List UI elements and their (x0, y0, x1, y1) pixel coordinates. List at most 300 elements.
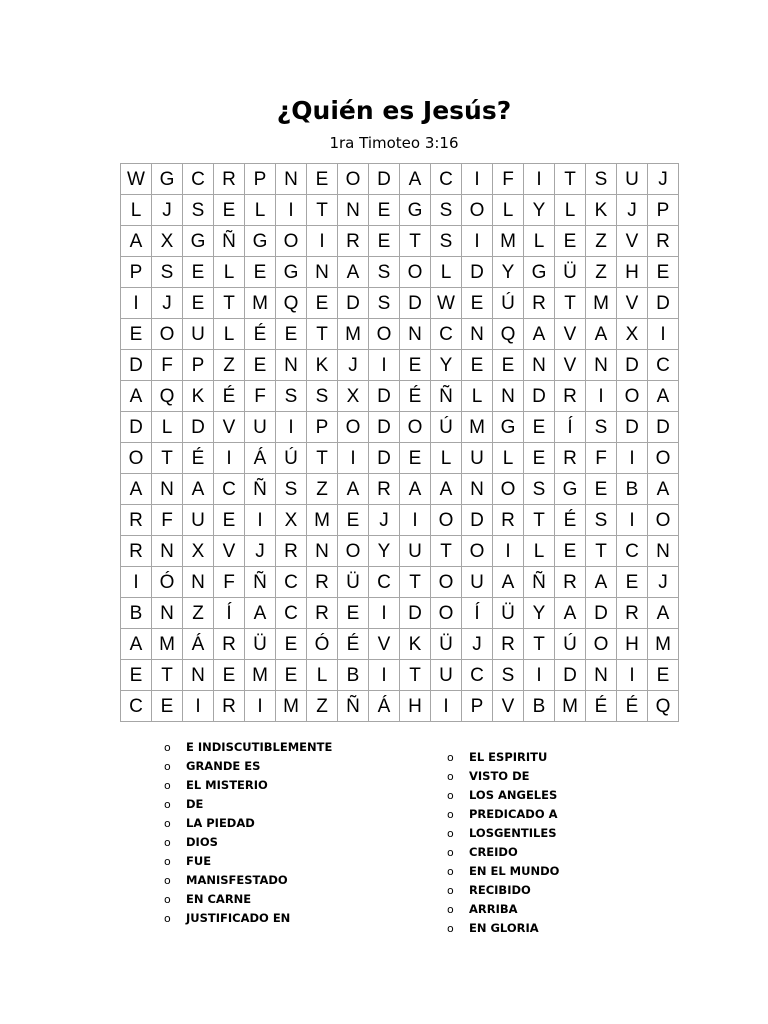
grid-cell: Z (586, 226, 617, 257)
word-list-item (164, 833, 332, 852)
grid-cell: P (648, 195, 679, 226)
grid-cell: B (617, 474, 648, 505)
grid-cell: N (524, 350, 555, 381)
grid-cell: N (152, 536, 183, 567)
grid-cell: H (400, 691, 431, 722)
grid-cell: Y (493, 257, 524, 288)
page-subtitle: 1ra Timoteo 3:16 (329, 134, 459, 152)
grid-cell: V (493, 691, 524, 722)
grid-cell: K (183, 381, 214, 412)
grid-cell: U (431, 660, 462, 691)
grid-cell: Ñ (245, 567, 276, 598)
circle-bullet-icon: o (164, 874, 171, 887)
grid-cell: N (400, 319, 431, 350)
grid-cell: E (493, 350, 524, 381)
grid-row (121, 257, 679, 288)
grid-cell: T (152, 660, 183, 691)
grid-cell: L (214, 319, 245, 350)
grid-cell: M (462, 412, 493, 443)
grid-cell: G (152, 164, 183, 195)
word-list-item (447, 862, 559, 881)
word-search-grid (120, 163, 679, 722)
grid-cell: E (369, 195, 400, 226)
grid-cell: W (431, 288, 462, 319)
grid-cell: Í (214, 598, 245, 629)
grid-cell: F (214, 567, 245, 598)
grid-cell: M (245, 288, 276, 319)
grid-row (121, 319, 679, 350)
grid-cell: N (276, 164, 307, 195)
grid-cell: E (369, 226, 400, 257)
grid-cell: A (648, 381, 679, 412)
grid-row (121, 288, 679, 319)
grid-cell: A (245, 598, 276, 629)
grid-cell: R (555, 567, 586, 598)
grid-cell: I (245, 505, 276, 536)
grid-cell: S (276, 474, 307, 505)
grid-cell: U (462, 567, 493, 598)
grid-cell: Y (431, 350, 462, 381)
grid-cell: J (617, 195, 648, 226)
grid-cell: O (152, 319, 183, 350)
grid-cell: A (183, 474, 214, 505)
grid-cell: H (617, 257, 648, 288)
grid-cell: C (462, 660, 493, 691)
grid-cell: F (152, 505, 183, 536)
grid-cell: L (307, 660, 338, 691)
word-list-item (164, 890, 332, 909)
grid-cell: R (214, 629, 245, 660)
grid-cell: C (276, 567, 307, 598)
grid-cell: A (586, 567, 617, 598)
grid-cell: E (276, 629, 307, 660)
grid-cell: E (648, 257, 679, 288)
word-list-item (447, 843, 559, 862)
grid-cell: K (400, 629, 431, 660)
word-label: VISTO DE (469, 769, 530, 783)
circle-bullet-icon: o (447, 808, 454, 821)
grid-cell: D (400, 288, 431, 319)
grid-cell: V (617, 288, 648, 319)
grid-row (121, 226, 679, 257)
circle-bullet-icon: o (164, 760, 171, 773)
grid-cell: Ñ (431, 381, 462, 412)
grid-cell: V (369, 629, 400, 660)
grid-cell: V (214, 412, 245, 443)
grid-cell: J (152, 195, 183, 226)
grid-cell: Z (586, 257, 617, 288)
grid-cell: C (183, 164, 214, 195)
grid-cell: A (586, 319, 617, 350)
grid-cell: B (121, 598, 152, 629)
grid-cell: O (338, 536, 369, 567)
grid-cell: Ü (338, 567, 369, 598)
grid-cell: R (307, 567, 338, 598)
word-label: EL MISTERIO (186, 778, 268, 792)
grid-cell: R (555, 443, 586, 474)
grid-cell: A (121, 226, 152, 257)
grid-cell: I (276, 195, 307, 226)
circle-bullet-icon: o (447, 789, 454, 802)
word-label: JUSTIFICADO EN (186, 911, 291, 925)
grid-cell: S (493, 660, 524, 691)
grid-cell: Á (183, 629, 214, 660)
grid-cell: Z (307, 474, 338, 505)
grid-cell: H (617, 629, 648, 660)
grid-row (121, 505, 679, 536)
grid-cell: I (493, 536, 524, 567)
grid-cell: U (617, 164, 648, 195)
grid-cell: R (214, 691, 245, 722)
grid-cell: K (586, 195, 617, 226)
grid-row (121, 691, 679, 722)
grid-cell: E (214, 195, 245, 226)
grid-cell: E (586, 474, 617, 505)
grid-cell: I (369, 660, 400, 691)
grid-cell: C (648, 350, 679, 381)
grid-cell: E (214, 660, 245, 691)
grid-cell: M (276, 691, 307, 722)
grid-cell: É (245, 319, 276, 350)
circle-bullet-icon: o (447, 846, 454, 859)
page-title: ¿Quién es Jesús? (276, 96, 512, 125)
grid-cell: L (462, 381, 493, 412)
grid-cell: G (555, 474, 586, 505)
grid-cell: L (431, 257, 462, 288)
word-label: LOSGENTILES (469, 826, 557, 840)
grid-cell: Ñ (245, 474, 276, 505)
grid-cell: G (524, 257, 555, 288)
grid-cell: Ú (555, 629, 586, 660)
grid-cell: O (617, 381, 648, 412)
grid-cell: S (431, 195, 462, 226)
word-list-item (447, 748, 559, 767)
grid-cell: É (400, 381, 431, 412)
grid-cell: S (307, 381, 338, 412)
grid-row (121, 474, 679, 505)
grid-cell: E (276, 319, 307, 350)
grid-cell: A (648, 598, 679, 629)
grid-cell: Q (648, 691, 679, 722)
grid-cell: Á (369, 691, 400, 722)
grid-cell: I (462, 226, 493, 257)
word-label: FUE (186, 854, 212, 868)
grid-row (121, 660, 679, 691)
grid-cell: A (555, 598, 586, 629)
word-list-item (447, 805, 559, 824)
circle-bullet-icon: o (164, 893, 171, 906)
grid-row (121, 443, 679, 474)
grid-cell: L (493, 443, 524, 474)
grid-cell: T (307, 319, 338, 350)
grid-cell: M (152, 629, 183, 660)
word-list-item (447, 786, 559, 805)
grid-cell: V (214, 536, 245, 567)
word-list-item (164, 852, 332, 871)
grid-cell: A (121, 474, 152, 505)
grid-cell: M (586, 288, 617, 319)
grid-cell: N (152, 598, 183, 629)
grid-cell: R (121, 536, 152, 567)
grid-cell: Ú (431, 412, 462, 443)
grid-cell: I (214, 443, 245, 474)
grid-cell: E (338, 598, 369, 629)
grid-cell: I (307, 226, 338, 257)
grid-cell: T (307, 443, 338, 474)
grid-cell: A (524, 319, 555, 350)
grid-cell: A (121, 629, 152, 660)
grid-cell: M (307, 505, 338, 536)
grid-cell: I (121, 567, 152, 598)
word-label: GRANDE ES (186, 759, 261, 773)
grid-cell: I (121, 288, 152, 319)
grid-cell: D (524, 381, 555, 412)
grid-cell: T (214, 288, 245, 319)
grid-cell: O (431, 567, 462, 598)
grid-cell: É (183, 443, 214, 474)
grid-cell: O (648, 443, 679, 474)
grid-cell: L (214, 257, 245, 288)
grid-row (121, 350, 679, 381)
grid-cell: I (400, 505, 431, 536)
grid-cell: E (121, 660, 152, 691)
grid-cell: N (338, 195, 369, 226)
grid-cell: Y (369, 536, 400, 567)
grid-cell: N (462, 319, 493, 350)
grid-cell: V (555, 350, 586, 381)
grid-cell: N (648, 536, 679, 567)
grid-cell: R (493, 629, 524, 660)
grid-cell: O (369, 319, 400, 350)
word-label: PREDICADO A (469, 807, 558, 821)
grid-cell: P (183, 350, 214, 381)
grid-cell: O (400, 257, 431, 288)
grid-cell: I (431, 691, 462, 722)
circle-bullet-icon: o (447, 751, 454, 764)
grid-cell: A (493, 567, 524, 598)
grid-cell: T (400, 226, 431, 257)
grid-cell: A (400, 474, 431, 505)
word-list-item (447, 881, 559, 900)
grid-cell: D (648, 412, 679, 443)
grid-cell: X (152, 226, 183, 257)
grid-cell: É (586, 691, 617, 722)
grid-cell: B (338, 660, 369, 691)
grid-cell: N (493, 381, 524, 412)
circle-bullet-icon: o (447, 884, 454, 897)
grid-cell: Á (245, 443, 276, 474)
circle-bullet-icon: o (447, 865, 454, 878)
grid-cell: T (431, 536, 462, 567)
grid-cell: P (245, 164, 276, 195)
grid-cell: D (462, 505, 493, 536)
grid-cell: O (462, 195, 493, 226)
grid-cell: É (555, 505, 586, 536)
grid-cell: N (586, 660, 617, 691)
circle-bullet-icon: o (164, 836, 171, 849)
grid-cell: A (648, 474, 679, 505)
grid-cell: L (524, 536, 555, 567)
grid-cell: Ü (245, 629, 276, 660)
grid-cell: T (152, 443, 183, 474)
grid-cell: W (121, 164, 152, 195)
grid-cell: K (307, 350, 338, 381)
grid-cell: A (431, 474, 462, 505)
grid-cell: X (617, 319, 648, 350)
grid-cell: U (183, 319, 214, 350)
grid-cell: Ñ (214, 226, 245, 257)
grid-cell: E (400, 350, 431, 381)
grid-cell: D (462, 257, 493, 288)
grid-cell: J (245, 536, 276, 567)
word-list-item (447, 919, 559, 938)
circle-bullet-icon: o (164, 817, 171, 830)
grid-cell: S (369, 257, 400, 288)
word-label: E INDISCUTIBLEMENTE (186, 740, 333, 754)
grid-cell: S (586, 164, 617, 195)
grid-row (121, 195, 679, 226)
grid-cell: D (369, 412, 400, 443)
grid-cell: R (493, 505, 524, 536)
grid-cell: I (617, 505, 648, 536)
grid-cell: U (462, 443, 493, 474)
grid-cell: Z (183, 598, 214, 629)
word-label: EN CARNE (186, 892, 252, 906)
grid-cell: R (307, 598, 338, 629)
grid-cell: Y (524, 598, 555, 629)
grid-cell: E (121, 319, 152, 350)
grid-cell: J (152, 288, 183, 319)
grid-cell: P (121, 257, 152, 288)
grid-cell: J (648, 567, 679, 598)
grid-cell: I (524, 164, 555, 195)
grid-cell: I (369, 350, 400, 381)
circle-bullet-icon: o (164, 855, 171, 868)
grid-cell: O (276, 226, 307, 257)
grid-cell: V (555, 319, 586, 350)
word-list-item (447, 824, 559, 843)
word-list-item (447, 900, 559, 919)
grid-cell: O (338, 412, 369, 443)
circle-bullet-icon: o (164, 779, 171, 792)
grid-cell: É (617, 691, 648, 722)
grid-cell: E (307, 164, 338, 195)
grid-cell: Ü (431, 629, 462, 660)
grid-cell: M (338, 319, 369, 350)
grid-cell: Ñ (338, 691, 369, 722)
grid-cell: D (121, 350, 152, 381)
grid-cell: C (214, 474, 245, 505)
grid-cell: A (338, 257, 369, 288)
word-list-item (164, 738, 332, 757)
grid-cell: L (431, 443, 462, 474)
grid-cell: I (338, 443, 369, 474)
grid-cell: G (400, 195, 431, 226)
word-list-item (164, 757, 332, 776)
word-label: DIOS (186, 835, 218, 849)
grid-cell: E (338, 505, 369, 536)
grid-cell: Ó (307, 629, 338, 660)
grid-cell: E (462, 288, 493, 319)
grid-cell: E (462, 350, 493, 381)
grid-cell: A (121, 381, 152, 412)
circle-bullet-icon: o (447, 922, 454, 935)
grid-cell: J (338, 350, 369, 381)
grid-cell: U (183, 505, 214, 536)
grid-cell: S (276, 381, 307, 412)
word-label: MANISFESTADO (186, 873, 288, 887)
word-list-left (164, 738, 332, 928)
word-list-item (164, 871, 332, 890)
grid-cell: I (617, 443, 648, 474)
grid-row (121, 629, 679, 660)
grid-cell: A (338, 474, 369, 505)
grid-cell: E (555, 226, 586, 257)
grid-cell: R (121, 505, 152, 536)
grid-cell: N (307, 257, 338, 288)
grid-cell: I (586, 381, 617, 412)
grid-cell: E (276, 660, 307, 691)
grid-cell: O (462, 536, 493, 567)
grid-cell: I (462, 164, 493, 195)
grid-cell: T (555, 288, 586, 319)
grid-cell: E (617, 567, 648, 598)
grid-cell: S (369, 288, 400, 319)
grid-cell: C (431, 319, 462, 350)
grid-cell: P (462, 691, 493, 722)
grid-cell: O (586, 629, 617, 660)
word-label: EN EL MUNDO (469, 864, 560, 878)
grid-cell: C (369, 567, 400, 598)
grid-cell: E (307, 288, 338, 319)
grid-cell: O (431, 598, 462, 629)
grid-cell: Z (307, 691, 338, 722)
word-label: LOS ANGELES (469, 788, 558, 802)
grid-cell: E (524, 412, 555, 443)
circle-bullet-icon: o (164, 912, 171, 925)
grid-cell: R (555, 381, 586, 412)
grid-cell: G (183, 226, 214, 257)
grid-cell: D (586, 598, 617, 629)
grid-cell: Ú (493, 288, 524, 319)
grid-cell: Ñ (524, 567, 555, 598)
grid-cell: Ó (152, 567, 183, 598)
grid-cell: I (245, 691, 276, 722)
word-label: ARRIBA (469, 902, 518, 916)
grid-cell: Ü (493, 598, 524, 629)
grid-row (121, 381, 679, 412)
grid-cell: F (245, 381, 276, 412)
grid-row (121, 164, 679, 195)
word-list-item (164, 909, 332, 928)
grid-cell: S (586, 412, 617, 443)
grid-cell: D (338, 288, 369, 319)
word-label: EN GLORIA (469, 921, 539, 935)
grid-cell: A (400, 164, 431, 195)
grid-row (121, 598, 679, 629)
grid-cell: C (276, 598, 307, 629)
grid-cell: D (369, 443, 400, 474)
grid-cell: D (369, 164, 400, 195)
word-list-item (164, 776, 332, 795)
grid-cell: S (431, 226, 462, 257)
grid-cell: E (183, 288, 214, 319)
grid-cell: C (121, 691, 152, 722)
word-list-item (164, 795, 332, 814)
grid-cell: T (524, 629, 555, 660)
grid-cell: G (493, 412, 524, 443)
grid-cell: L (245, 195, 276, 226)
